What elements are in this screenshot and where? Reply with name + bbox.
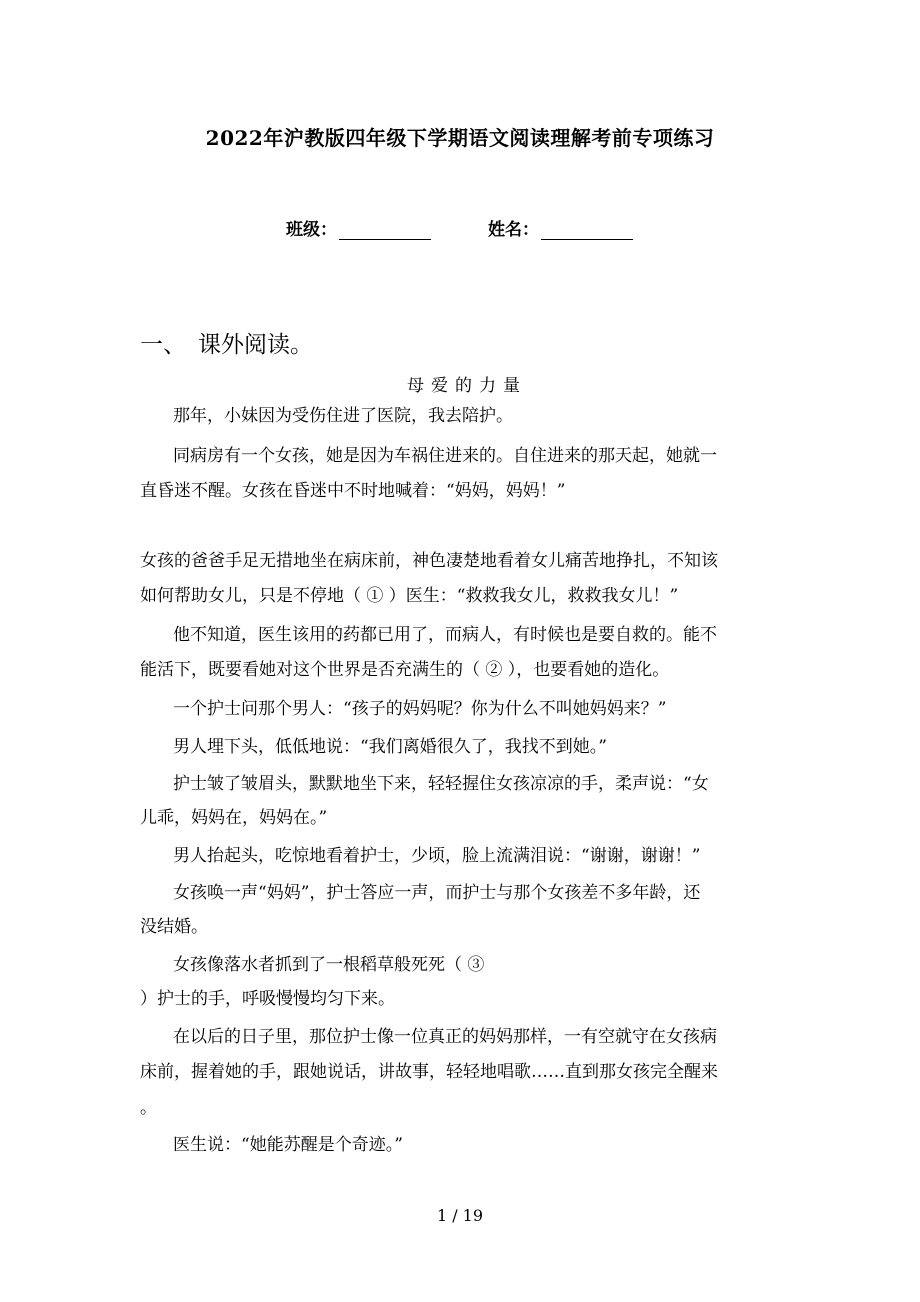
article-title: 母爱的力量	[407, 376, 527, 396]
name-blank-line[interactable]	[541, 221, 633, 240]
page-number: 1 / 19	[436, 1206, 484, 1225]
section-number: 一、	[140, 332, 186, 358]
article-line: 医生说：“她能苏醒是个奇迹。”	[173, 1135, 403, 1155]
article-line: 直昏迷不醒。女孩在昏迷中不时地喊着：“妈妈，妈妈！”	[140, 481, 566, 501]
class-label: 班级：	[286, 220, 337, 240]
section-title: 课外阅读。	[198, 332, 313, 358]
article-line: 同病房有一个女孩，她是因为车祸住进来的。自住进来的那天起，她就一	[173, 446, 717, 466]
article-line: 一个护士问那个男人：“孩子的妈妈呢？你为什么不叫她妈妈来？”	[173, 699, 667, 719]
article-line: 女孩唤一声“妈妈”，护士答应一声，而护士与那个女孩差不多年龄，还	[173, 883, 701, 903]
article-line: 。	[140, 1098, 157, 1118]
article-line: 如何帮助女儿，只是不停地（ ① ）医生：“救救我女儿，救救我女儿！”	[140, 586, 679, 606]
article-line: 床前，握着她的手，跟她说话，讲故事，轻轻地唱歌……直到那女孩完全醒来	[140, 1062, 718, 1082]
article-line: 男人埋下头，低低地说：“我们离婚很久了，我找不到她。”	[173, 737, 607, 757]
section-heading	[140, 326, 313, 359]
article-line: 女孩的爸爸手足无措地坐在病床前，神色凄楚地看着女儿痛苦地挣扎，不知该	[140, 551, 718, 571]
article-line: ）护士的手，呼吸慢慢均匀下来。	[140, 989, 395, 1009]
article-line: 护士皱了皱眉头，默默地坐下来，轻轻握住女孩凉凉的手，柔声说：“女	[173, 774, 709, 794]
article-line: 没结婚。	[140, 917, 208, 937]
document-title: 2022年沪教版四年级下学期语文阅读理解考前专项练习	[205, 126, 715, 150]
class-field	[286, 215, 431, 240]
article-line: 男人抬起头，吃惊地看着护士，少顷，脸上流满泪说：“谢谢，谢谢！”	[173, 846, 701, 866]
article-line: 能活下，既要看她对这个世界是否充满生的（ ② ），也要看她的造化。	[140, 660, 670, 680]
article-line: 在以后的日子里，那位护士像一位真正的妈妈那样，一有空就守在女孩病	[173, 1027, 717, 1047]
article-line: 女孩像落水者抓到了一根稻草般死死（ ③	[173, 955, 485, 975]
class-blank-line[interactable]	[339, 221, 431, 240]
article-line: 他不知道，医生该用的药都已用了，而病人，有时候也是要自救的。能不	[173, 625, 717, 645]
article-line: 儿乖，妈妈在，妈妈在。”	[140, 808, 328, 828]
article-line: 那年，小妹因为受伤住进了医院，我去陪护。	[173, 406, 513, 426]
name-field	[488, 215, 633, 240]
name-label: 姓名：	[488, 220, 539, 240]
